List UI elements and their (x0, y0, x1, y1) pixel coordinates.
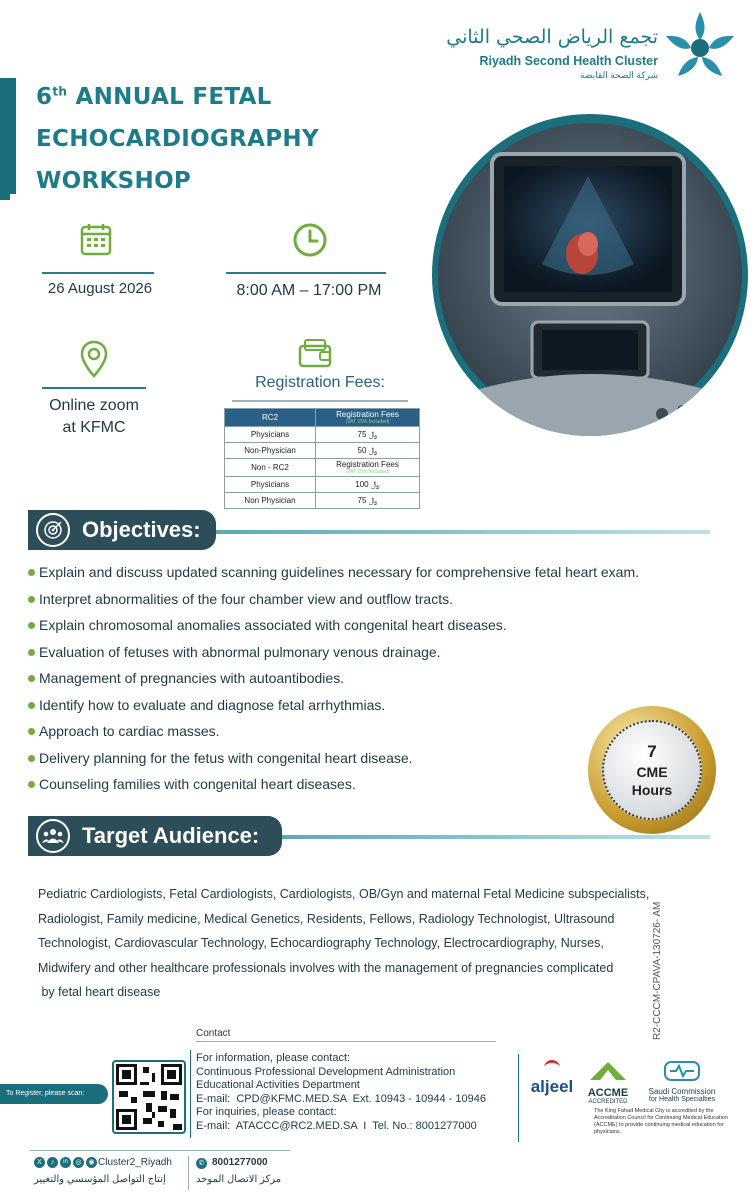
wallet-icon (298, 338, 332, 373)
title-suffix: th (52, 84, 68, 99)
title-number: 6 (36, 84, 53, 110)
bullet-dot-icon (28, 702, 35, 709)
target-icon (36, 513, 70, 547)
bullet-dot-icon (28, 728, 35, 735)
fees-header-text: Registration Fees (336, 410, 399, 419)
objectives-heading: Objectives: (82, 517, 201, 542)
fees-cell-value: 75 ﷼ (316, 493, 420, 509)
fees-row (225, 477, 420, 493)
clock-icon (292, 222, 328, 263)
cme-label: CME (636, 764, 668, 780)
logos-divider (518, 1054, 519, 1142)
scfhs-mark-icon (664, 1060, 700, 1082)
aljeel-logo (526, 1060, 578, 1097)
org-sub-arabic: شركة الصحة القابضة (580, 70, 658, 80)
title-accent-bar (0, 78, 16, 194)
tiktok-icon[interactable]: ♪ (47, 1157, 58, 1168)
accme-sub: ACCREDITED (588, 1099, 628, 1105)
social-arabic: إنتاج التواصل المؤسسي والتغيير (34, 1174, 166, 1185)
aljeel-text: aljeel (530, 1077, 574, 1096)
objective-text: Evaluation of fetuses with abnormal pulmonary venous drainage. (39, 643, 441, 660)
contact-heading: Contact (196, 1028, 231, 1039)
contact-line: For inquiries, please contact: (196, 1106, 337, 1118)
objective-item (28, 668, 748, 695)
group-icon (36, 819, 70, 853)
date-divider (42, 272, 154, 274)
star-logo-icon (664, 10, 736, 80)
fees-cell-label: RC2 (225, 409, 316, 427)
title-line-1 (36, 84, 272, 110)
audience-line: Pediatric Cardiologists, Fetal Cardiologists, Cardiologists, OB/Gyn and maternal Fetal Medicine subspecialists, (38, 887, 650, 901)
objective-item (28, 642, 748, 669)
objective-text: Counseling families with congenital heart diseases. (39, 776, 356, 792)
accme-mark-icon (588, 1060, 628, 1082)
qr-code-icon (116, 1064, 182, 1130)
register-label: To Register, please scan: (6, 1090, 85, 1097)
fees-cell-value: 100 ﷼ (316, 477, 420, 493)
audience-line: by fetal heart disease (38, 985, 161, 999)
audience-line: Midwifery and other healthcare professionals involves with the management of pregnancies complicated (38, 960, 614, 975)
fees-cell-label: Physicians (225, 427, 316, 443)
bullet-dot-icon (28, 622, 35, 629)
location-line-1: Online zoom (49, 397, 139, 414)
footer-phone[interactable]: 8001277000 (212, 1157, 268, 1168)
fees-row-rc2-header (225, 409, 420, 427)
time-divider (226, 272, 386, 274)
objectives-heading-line (216, 530, 710, 534)
objective-text: Explain and discuss updated scanning guidelines necessary for comprehensive fetal heart exam. (39, 564, 640, 580)
footer-phone-arabic: مركز الاتصال الموحد (196, 1174, 282, 1185)
title-accent-bar-tail (0, 194, 10, 200)
aljeel-mark-icon (544, 1060, 560, 1075)
objective-text: Delivery planning for the fetus with congenital heart disease. (39, 749, 413, 766)
objective-text: Identify how to evaluate and diagnose fetal arrhythmias. (39, 696, 386, 713)
bullet-dot-icon (28, 781, 35, 788)
social-handle: Cluster2_Riyadh (98, 1157, 172, 1168)
fees-title-underline (232, 400, 408, 402)
cme-number: 7 (647, 742, 657, 761)
scfhs-line-2: for Health Specialties (648, 1096, 716, 1103)
ultrasound-machine-illustration (432, 114, 748, 436)
objective-text: Interpret abnormalities of the four chamber view and outflow tracts. (39, 590, 453, 607)
footer-line (30, 1150, 290, 1151)
scfhs-logo (636, 1060, 728, 1103)
objectives-heading-bar (28, 510, 216, 550)
location-line-2: at KFMC (62, 419, 126, 436)
event-date: 26 August 2026 (47, 280, 153, 297)
title-line-2: ECHOCARDIOGRAPHY (36, 126, 319, 152)
title-line-3: WORKSHOP (36, 168, 192, 194)
location-divider (42, 387, 146, 389)
cluster-logo (664, 10, 736, 80)
bullet-dot-icon (28, 755, 35, 762)
contact-divider (190, 1050, 191, 1138)
event-time: 8:00 AM – 17:00 PM (236, 282, 382, 299)
qr-code[interactable] (112, 1060, 186, 1134)
objective-text: Management of pregnancies with autoantibodies. (39, 670, 345, 686)
accme-note: The King Fahad Medical City is accredited by the Accreditation Council for Continuing Medical Education (ACCME) to provide continuing medical education for physicians. (594, 1108, 728, 1135)
objective-text: Approach to cardiac masses. (39, 723, 220, 739)
audience-text (38, 882, 718, 1005)
audience-heading: Target Audience: (82, 823, 260, 848)
ultrasound-image (432, 114, 748, 436)
x-icon[interactable]: X (34, 1157, 45, 1168)
footer-separator (188, 1156, 189, 1190)
bullet-dot-icon (28, 649, 35, 656)
contact-block (196, 1052, 526, 1133)
fees-header-text: Registration Fees (336, 460, 399, 469)
objective-item (28, 615, 748, 642)
fees-cell-label: Non-Physician (225, 443, 316, 459)
instagram-icon[interactable]: ◎ (73, 1157, 84, 1168)
bullet-dot-icon (28, 569, 35, 576)
fees-row-nonrc2-header (225, 459, 420, 477)
fees-cell-value (316, 409, 420, 427)
fees-row (225, 427, 420, 443)
audience-heading-bar (28, 816, 282, 856)
audience-heading-line (282, 835, 710, 839)
contact-line: For information, please contact: (196, 1052, 351, 1064)
location-pin-icon (80, 340, 108, 383)
org-name-arabic: تجمع الرياض الصحي الثاني (446, 26, 658, 48)
objective-item (28, 589, 748, 616)
linkedin-icon[interactable]: in (60, 1157, 71, 1168)
audience-line: Technologist, Cardiovascular Technology, Echocardiography Technology, Electrocardiography, Nurses, (38, 936, 604, 950)
fees-cell-label: Non Physician (225, 493, 316, 509)
phone-icon: ✆ (196, 1158, 207, 1169)
objective-text: Explain chromosomal anomalies associated with congenital heart diseases. (39, 617, 507, 633)
social-icons (34, 1157, 99, 1168)
fees-cell-value: 75 ﷼ (316, 427, 420, 443)
accme-text: ACCME (587, 1087, 629, 1099)
snapchat-icon[interactable]: ◉ (86, 1157, 97, 1168)
objective-item (28, 562, 748, 589)
scfhs-line-1: Saudi Commission (648, 1087, 716, 1096)
fees-cell-value (316, 459, 420, 477)
org-name-english: Riyadh Second Health Cluster (479, 54, 658, 68)
title-text-1: ANNUAL FETAL (75, 84, 272, 110)
accme-logo (584, 1060, 632, 1105)
contact-line: Continuous Professional Development Administration (196, 1065, 456, 1078)
contact-heading-line (196, 1041, 496, 1042)
side-code: R2-CCCM-CPAVA-130726- AM (652, 901, 663, 1040)
bullet-dot-icon (28, 675, 35, 682)
fees-table (224, 408, 420, 509)
contact-email-ataccc[interactable]: E-mail: ATACCC@RC2.MED.SA I Tel. No.: 8001277000 (196, 1119, 477, 1132)
fees-row (225, 493, 420, 509)
contact-line: Educational Activities Department (196, 1079, 360, 1091)
fees-row (225, 443, 420, 459)
vat-note: (VAT 15% Included) (345, 419, 390, 425)
fees-cell-label: Non - RC2 (225, 459, 316, 477)
calendar-icon (80, 222, 112, 261)
cme-badge (588, 706, 716, 834)
cme-hours: Hours (631, 782, 673, 798)
contact-email-cpd[interactable]: E-mail: CPD@KFMC.MED.SA Ext. 10943 - 10944 - 10946 (196, 1092, 486, 1105)
fees-cell-value: 50 ﷼ (316, 443, 420, 459)
register-label-bar (0, 1084, 108, 1104)
cme-badge-inner (602, 720, 702, 820)
fees-title: Registration Fees: (255, 374, 385, 391)
bullet-dot-icon (28, 596, 35, 603)
audience-line: Radiologist, Family medicine, Medical Genetics, Residents, Fellows, Radiology Technologist, Ultrasound (38, 911, 615, 926)
fees-cell-label: Physicians (225, 477, 316, 493)
vat-note: (VAT 15% Included) (345, 469, 390, 475)
